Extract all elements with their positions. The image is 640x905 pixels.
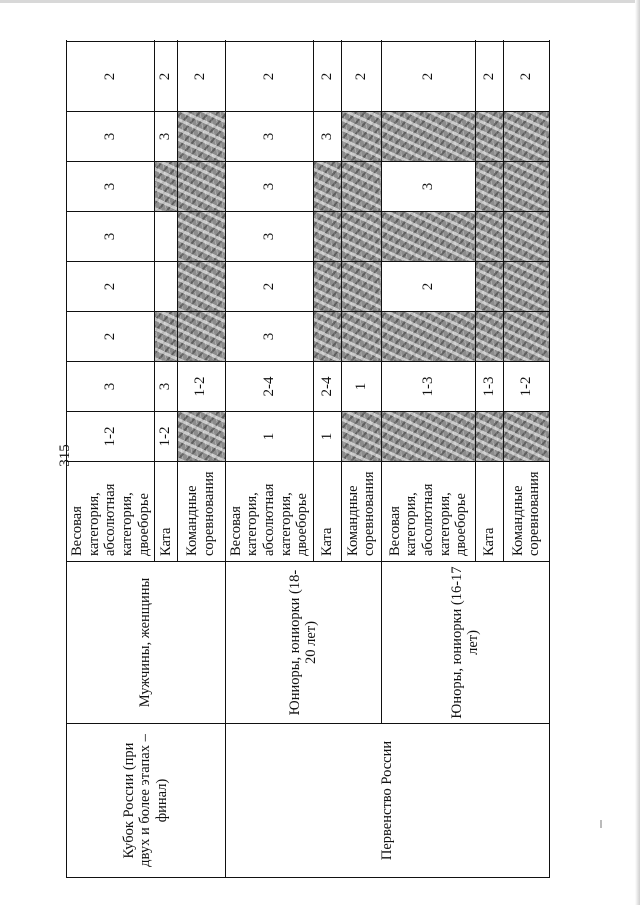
shaded-value-cell bbox=[475, 112, 503, 162]
value-cell: 2-4 bbox=[313, 362, 341, 412]
shaded-value-cell bbox=[177, 262, 225, 312]
discipline-cell: Командные соревнования bbox=[503, 462, 549, 562]
value-cell: 3 bbox=[225, 212, 313, 262]
discipline-cell: Ката bbox=[313, 462, 341, 562]
value-cell: 3 bbox=[313, 112, 341, 162]
rotated-table-wrapper bbox=[66, 42, 542, 878]
shaded-value-cell bbox=[313, 212, 341, 262]
value-cell: 3 bbox=[225, 162, 313, 212]
value-cell: 2 bbox=[313, 42, 341, 112]
page-number: 315 bbox=[56, 444, 73, 467]
value-cell: 2 bbox=[341, 42, 381, 112]
shaded-value-cell bbox=[475, 412, 503, 462]
discipline-cell: Весовая категория, абсолютная категория, двоеборье bbox=[381, 462, 475, 562]
value-cell: 3 bbox=[67, 212, 155, 262]
shaded-value-cell bbox=[313, 312, 341, 362]
shaded-value-cell bbox=[503, 312, 549, 362]
shaded-value-cell bbox=[475, 312, 503, 362]
discipline-cell: Весовая категория, абсолютная категория, двоеборье bbox=[67, 462, 155, 562]
table-row bbox=[225, 42, 313, 878]
shaded-value-cell bbox=[341, 112, 381, 162]
value-cell bbox=[155, 262, 177, 312]
value-cell: 2 bbox=[381, 42, 475, 112]
shaded-value-cell bbox=[341, 162, 381, 212]
age-group-cell: Юноры, юниорки (16-17 лет) bbox=[381, 562, 549, 724]
value-cell: 1-2 bbox=[67, 412, 155, 462]
shaded-value-cell bbox=[475, 262, 503, 312]
discipline-cell: Ката bbox=[155, 462, 177, 562]
value-cell: 2 bbox=[225, 42, 313, 112]
shaded-value-cell bbox=[503, 412, 549, 462]
shaded-value-cell bbox=[341, 212, 381, 262]
value-cell: 2 bbox=[67, 312, 155, 362]
value-cell: 2 bbox=[381, 262, 475, 312]
shaded-value-cell bbox=[341, 312, 381, 362]
value-cell: 1 bbox=[341, 362, 381, 412]
competition-table bbox=[66, 41, 550, 878]
shaded-value-cell bbox=[313, 262, 341, 312]
shaded-value-cell bbox=[381, 112, 475, 162]
shaded-value-cell bbox=[341, 412, 381, 462]
table-row bbox=[67, 42, 155, 878]
value-cell: 1-2 bbox=[503, 362, 549, 412]
value-cell: 1 bbox=[313, 412, 341, 462]
value-cell: 2 bbox=[503, 42, 549, 112]
shaded-value-cell bbox=[177, 312, 225, 362]
shaded-value-cell bbox=[177, 212, 225, 262]
shaded-value-cell bbox=[177, 412, 225, 462]
table-body bbox=[67, 42, 550, 878]
shaded-value-cell bbox=[155, 162, 177, 212]
value-cell: 3 bbox=[67, 362, 155, 412]
shaded-value-cell bbox=[475, 162, 503, 212]
shaded-value-cell bbox=[503, 162, 549, 212]
discipline-cell: Ката bbox=[475, 462, 503, 562]
value-cell bbox=[155, 212, 177, 262]
value-cell: 3 bbox=[155, 362, 177, 412]
shaded-value-cell bbox=[381, 212, 475, 262]
value-cell: 3 bbox=[225, 312, 313, 362]
scan-right-shadow bbox=[635, 0, 640, 905]
scan-top-edge bbox=[0, 0, 640, 3]
value-cell: 3 bbox=[225, 112, 313, 162]
value-cell: 2 bbox=[67, 42, 155, 112]
value-cell: 1-2 bbox=[155, 412, 177, 462]
value-cell: 3 bbox=[67, 162, 155, 212]
value-cell: 1 bbox=[225, 412, 313, 462]
value-cell: 2-4 bbox=[225, 362, 313, 412]
shaded-value-cell bbox=[313, 162, 341, 212]
age-group-cell: Мужчины, женщины bbox=[67, 562, 226, 724]
competition-cell: Первенство России bbox=[225, 724, 549, 878]
value-cell: 3 bbox=[155, 112, 177, 162]
age-group-cell: Юниоры, юниорки (18-20 лет) bbox=[225, 562, 381, 724]
discipline-cell: Командные соревнования bbox=[177, 462, 225, 562]
shaded-value-cell bbox=[155, 312, 177, 362]
discipline-cell: Командные соревнования bbox=[341, 462, 381, 562]
value-cell: 2 bbox=[475, 42, 503, 112]
value-cell: 2 bbox=[155, 42, 177, 112]
value-cell: 2 bbox=[67, 262, 155, 312]
shaded-value-cell bbox=[475, 212, 503, 262]
competition-cell: Кубок России (при двух и более этапах – финал) bbox=[67, 724, 226, 878]
shaded-value-cell bbox=[381, 412, 475, 462]
value-cell: 2 bbox=[225, 262, 313, 312]
value-cell: 1-2 bbox=[177, 362, 225, 412]
discipline-cell: Весовая категория, абсолютная категория, двоеборье bbox=[225, 462, 313, 562]
shaded-value-cell bbox=[503, 112, 549, 162]
shaded-value-cell bbox=[503, 262, 549, 312]
shaded-value-cell bbox=[177, 162, 225, 212]
value-cell: 3 bbox=[381, 162, 475, 212]
value-cell: 3 bbox=[67, 112, 155, 162]
value-cell: 2 bbox=[177, 42, 225, 112]
shaded-value-cell bbox=[381, 312, 475, 362]
value-cell: 1-3 bbox=[381, 362, 475, 412]
shaded-value-cell bbox=[503, 212, 549, 262]
shaded-value-cell bbox=[341, 262, 381, 312]
value-cell: 1-3 bbox=[475, 362, 503, 412]
scan-speck bbox=[600, 820, 602, 828]
shaded-value-cell bbox=[177, 112, 225, 162]
